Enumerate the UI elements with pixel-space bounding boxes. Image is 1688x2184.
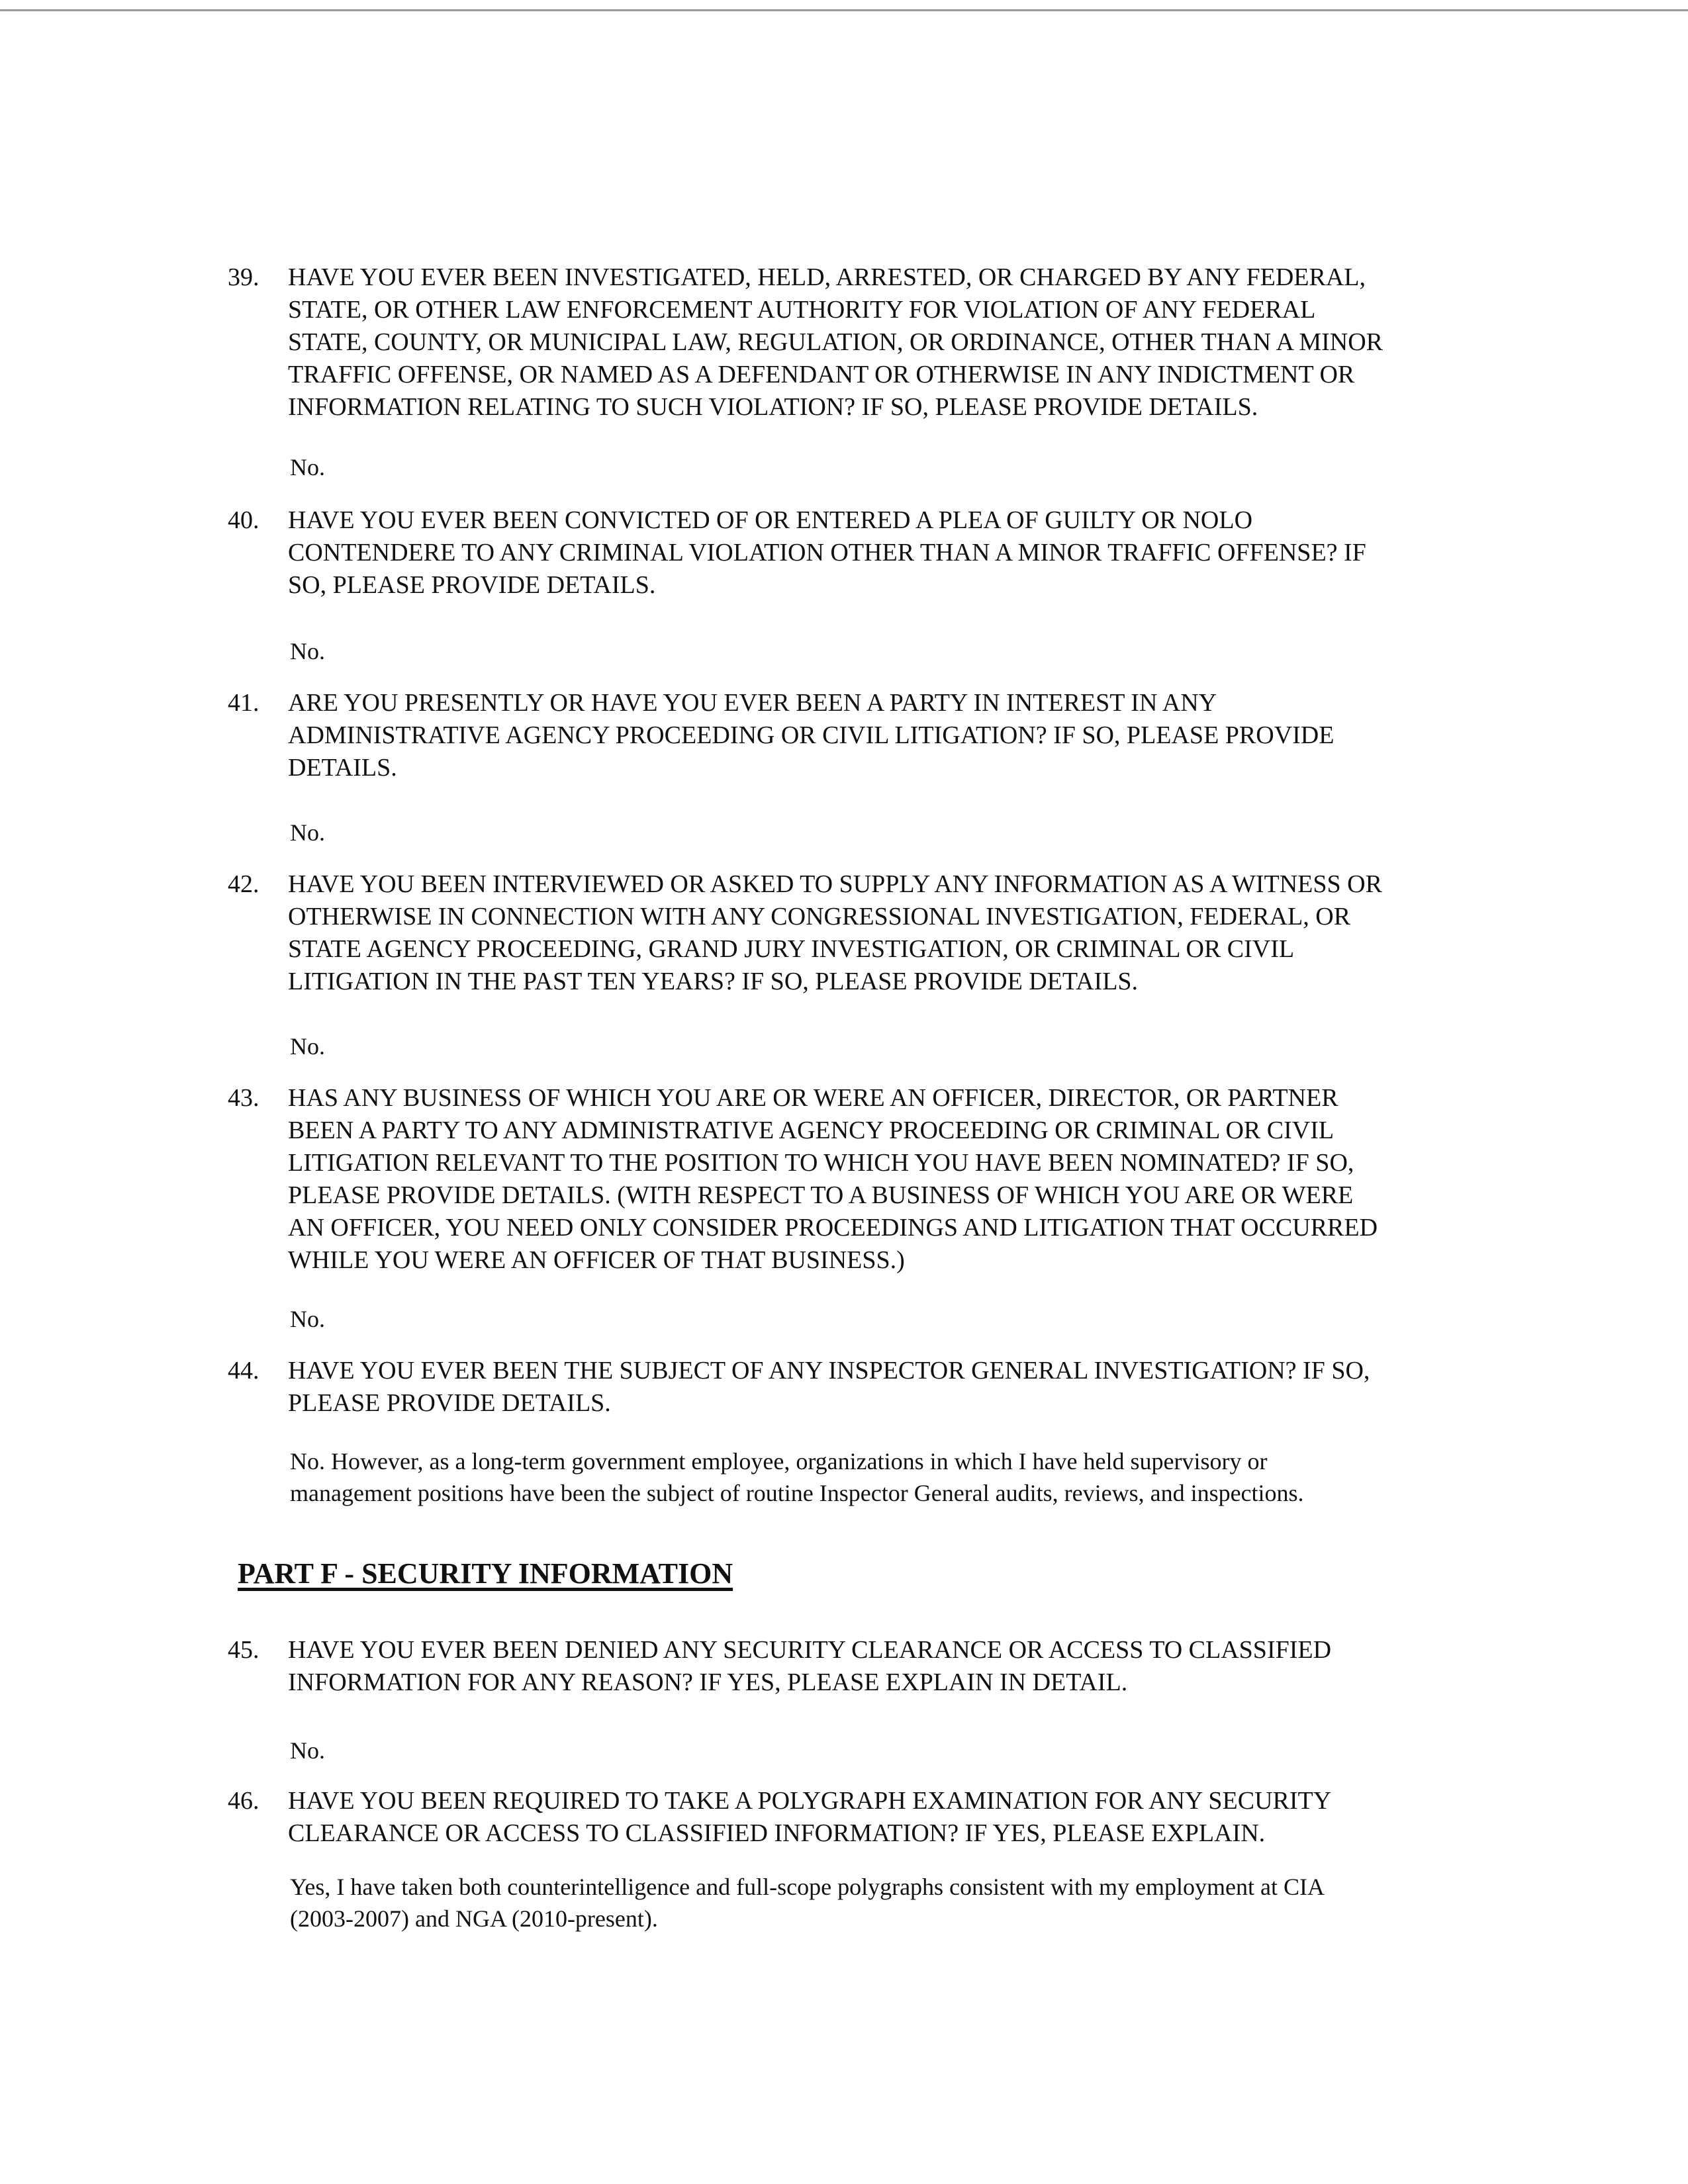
question-line: PLEASE PROVIDE DETAILS. (WITH RESPECT TO A BUSINESS OF WHICH YOU ARE OR WERE [288,1181,1354,1209]
question-number: 42. [228,870,259,898]
question-text [288,1082,1378,1277]
question-number: 44. [228,1357,259,1385]
question-line: INFORMATION RELATING TO SUCH VIOLATION? IF SO, PLEASE PROVIDE DETAILS. [288,393,1258,421]
question-line: HAVE YOU EVER BEEN DENIED ANY SECURITY CLEARANCE OR ACCESS TO CLASSIFIED [288,1636,1332,1664]
section-heading-part-f: PART F - SECURITY INFORMATION [238,1557,733,1590]
question-number: 39. [228,263,259,291]
question-text [288,868,1382,998]
answer-text [290,1445,1304,1509]
question-text [288,504,1366,602]
answer-text [290,1735,325,1766]
question-line: STATE, OR OTHER LAW ENFORCEMENT AUTHORITY FOR VIOLATION OF ANY FEDERAL [288,296,1316,324]
question-line: WHILE YOU WERE AN OFFICER OF THAT BUSINESS.) [288,1246,905,1274]
question-number: 43. [228,1084,259,1112]
answer-text [290,635,325,667]
answer-text [290,1303,325,1335]
question-line: HAVE YOU BEEN REQUIRED TO TAKE A POLYGRAPH EXAMINATION FOR ANY SECURITY [288,1787,1332,1815]
answer-text [290,817,325,848]
answer-line: No. [290,819,325,846]
question-line: CLEARANCE OR ACCESS TO CLASSIFIED INFORMATION? IF YES, PLEASE EXPLAIN. [288,1819,1266,1847]
question-line: TRAFFIC OFFENSE, OR NAMED AS A DEFENDANT OR OTHERWISE IN ANY INDICTMENT OR [288,361,1355,388]
scan-top-edge-line [0,9,1688,11]
question-line: HAVE YOU BEEN INTERVIEWED OR ASKED TO SUPPLY ANY INFORMATION AS A WITNESS OR [288,870,1382,898]
answer-text [290,1871,1325,1934]
question-line: SO, PLEASE PROVIDE DETAILS. [288,571,656,599]
question-line: STATE AGENCY PROCEEDING, GRAND JURY INVESTIGATION, OR CRIMINAL OR CIVIL [288,935,1295,963]
answer-line: No. However, as a long-term government employee, organizations in which I have held supervisory or [290,1448,1268,1475]
question-line: LITIGATION RELEVANT TO THE POSITION TO WHICH YOU HAVE BEEN NOMINATED? IF SO, [288,1149,1354,1177]
question-line: BEEN A PARTY TO ANY ADMINISTRATIVE AGENCY PROCEEDING OR CRIMINAL OR CIVIL [288,1116,1335,1144]
question-line: STATE, COUNTY, OR MUNICIPAL LAW, REGULATION, OR ORDINANCE, OTHER THAN A MINOR [288,328,1383,356]
answer-line: No. [290,638,325,664]
question-number: 41. [228,689,259,717]
answer-text [290,451,325,483]
answer-line: No. [290,1306,325,1332]
question-line: ARE YOU PRESENTLY OR HAVE YOU EVER BEEN A PARTY IN INTEREST IN ANY [288,689,1217,717]
question-number: 45. [228,1636,259,1664]
question-number: 46. [228,1787,259,1815]
question-text [288,1634,1331,1699]
question-line: CONTENDERE TO ANY CRIMINAL VIOLATION OTHER THAN A MINOR TRAFFIC OFFENSE? IF [288,539,1366,567]
question-text [288,261,1383,424]
question-text [288,1355,1370,1420]
answer-line: No. [290,1737,325,1764]
answer-line: No. [290,1033,325,1060]
question-line: ADMINISTRATIVE AGENCY PROCEEDING OR CIVIL LITIGATION? IF SO, PLEASE PROVIDE [288,721,1335,749]
question-line: DETAILS. [288,754,397,782]
question-line: AN OFFICER, YOU NEED ONLY CONSIDER PROCEEDINGS AND LITIGATION THAT OCCURRED [288,1214,1378,1242]
answer-line: No. [290,454,325,480]
question-line: HAVE YOU EVER BEEN INVESTIGATED, HELD, ARRESTED, OR CHARGED BY ANY FEDERAL, [288,263,1366,291]
answer-line: Yes, I have taken both counterintelligence and full-scope polygraphs consistent with my employment at CIA [290,1874,1325,1900]
answer-line: (2003-2007) and NGA (2010-present). [290,1905,658,1932]
question-line: LITIGATION IN THE PAST TEN YEARS? IF SO, PLEASE PROVIDE DETAILS. [288,968,1139,995]
question-line: HAVE YOU EVER BEEN CONVICTED OF OR ENTERED A PLEA OF GUILTY OR NOLO [288,506,1253,534]
answer-text [290,1030,325,1062]
answer-line: management positions have been the subject of routine Inspector General audits, reviews, and inspections. [290,1480,1304,1506]
question-line: OTHERWISE IN CONNECTION WITH ANY CONGRESSIONAL INVESTIGATION, FEDERAL, OR [288,903,1351,931]
question-text [288,1785,1331,1850]
question-text [288,687,1334,784]
question-line: INFORMATION FOR ANY REASON? IF YES, PLEASE EXPLAIN IN DETAIL. [288,1668,1128,1696]
question-number: 40. [228,506,259,534]
question-line: PLEASE PROVIDE DETAILS. [288,1389,611,1417]
question-line: HAS ANY BUSINESS OF WHICH YOU ARE OR WERE AN OFFICER, DIRECTOR, OR PARTNER [288,1084,1338,1112]
question-line: HAVE YOU EVER BEEN THE SUBJECT OF ANY INSPECTOR GENERAL INVESTIGATION? IF SO, [288,1357,1370,1385]
